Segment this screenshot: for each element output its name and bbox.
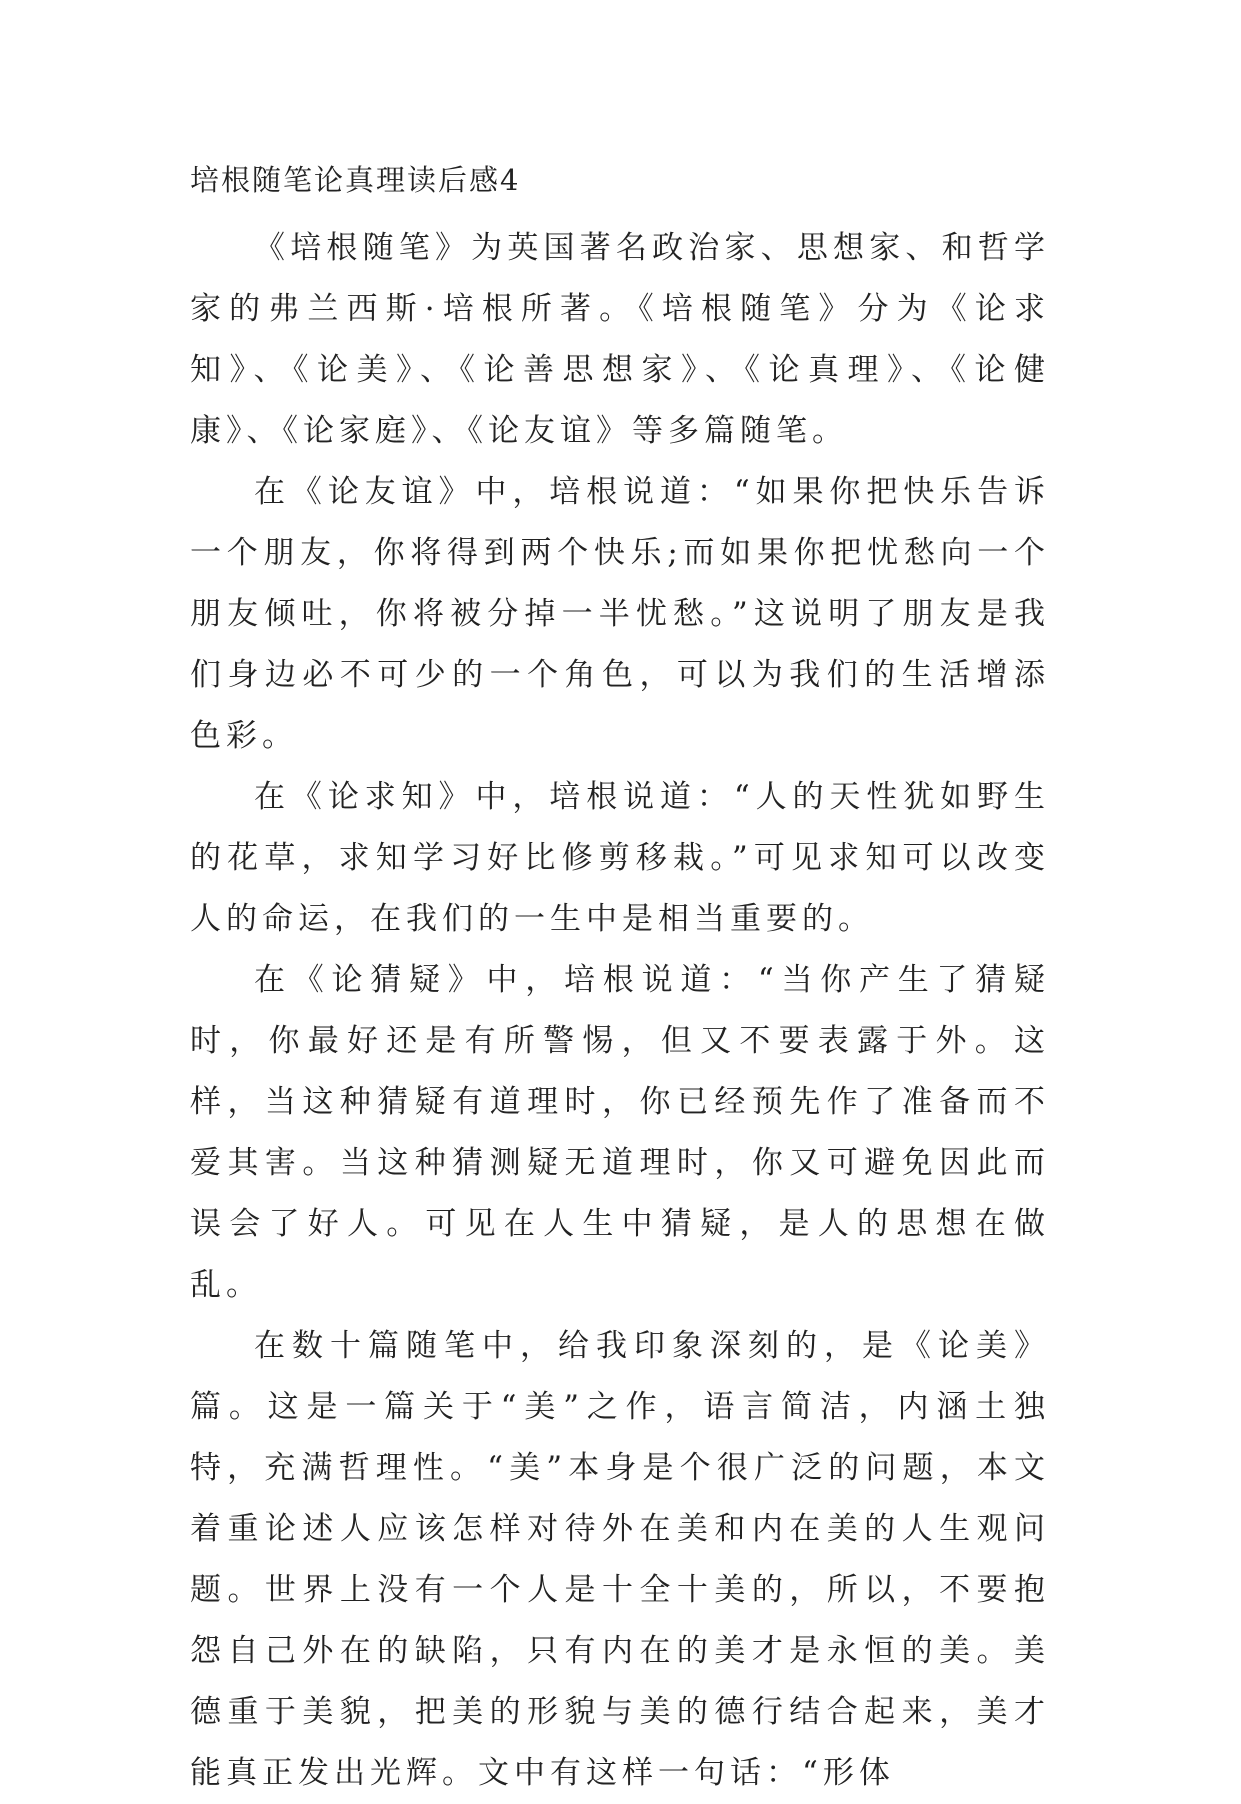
paragraph-4: 在《论猜疑》中，培根说道：“当你产生了猜疑时，你最好还是有所警惕，但又不要表露于外。这样，当这种猜疑有道理时，你已经预先作了准备而不爱其害。当这种猜测疑无道理时，你又可避免因此而误会了好人。可见在人生中猜疑，是人的思想在做乱。 [190, 962, 1050, 1303]
document-title: 培根随笔论真理读后感4 [190, 163, 521, 197]
paragraph-3: 在《论求知》中，培根说道：“人的天性犹如野生的花草，求知学习好比修剪移栽。”可见求知可以改变人的命运，在我们的一生中是相当重要的。 [190, 779, 1050, 937]
paragraph-1: 《培根随笔》为英国著名政治家、思想家、和哲学家的弗兰西斯·培根所著。《培根随笔》分为《论求知》、《论美》、《论善思想家》、《论真理》、《论健康》、《论家庭》、《论友谊》等多篇随笔。 [190, 230, 1050, 449]
document-body [190, 218, 1050, 1804]
paragraph-2: 在《论友谊》中，培根说道：“如果你把快乐告诉一个朋友，你将得到两个快乐;而如果你把忧愁向一个朋友倾吐，你将被分掉一半忧愁。”这说明了朋友是我们身边必不可少的一个角色，可以为我们的生活增添色彩。 [190, 474, 1050, 754]
paragraph-5: 在数十篇随笔中，给我印象深刻的，是《论美》篇。这是一篇关于“美”之作，语言简洁，内涵土独特，充满哲理性。“美”本身是个很广泛的问题，本文着重论述人应该怎样对待外在美和内在美的人生观问题。世界上没有一个人是十全十美的，所以，不要抱怨自己外在的缺陷，只有内在的美才是永恒的美。美德重于美貌，把美的形貌与美的德行结合起来，美才能真正发出光辉。文中有这样一句话：“形体 [190, 1328, 1050, 1791]
